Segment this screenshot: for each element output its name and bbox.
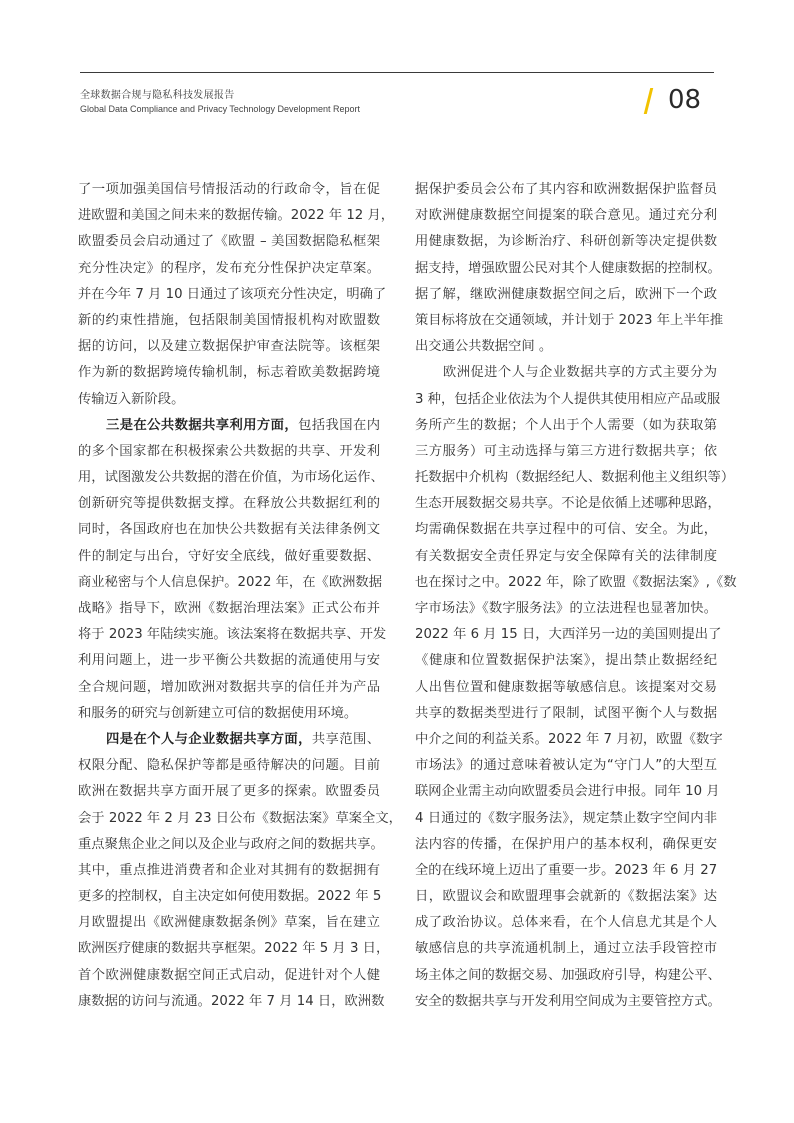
text-line (78, 622, 387, 648)
line-text: 法内容的传播，在保护用户的基本权利，确保更安 (415, 836, 717, 852)
line-text: 包括我国在内 (298, 417, 381, 433)
text-line (78, 203, 395, 229)
line-text: 市场法》的通过意味着被认定为“守门人”的大型互 (415, 758, 717, 774)
line-text: 托数据中介机构（数据经纪人、数据利他主义组织等） (415, 470, 735, 486)
text-line (78, 963, 380, 989)
text-line (415, 989, 721, 1015)
text-line (415, 936, 717, 962)
text-line (78, 360, 380, 386)
text-line (415, 779, 720, 805)
line-text: 全的在线环境上迈出了重要一步。2023 年 6 月 27 (415, 862, 718, 878)
line-text: 充分性决定》的程序，发布充分性保护决定草案。 (78, 260, 380, 276)
text-line (78, 675, 380, 701)
line-text: 场主体之间的数据交易、加强政府引导，构建公平、 (415, 967, 721, 983)
line-text: 新的约束性措施，包括限制美国情报机构对欧盟数 (78, 312, 380, 328)
text-line (78, 256, 380, 282)
text-line (415, 334, 717, 360)
line-text: 和服务的研究与创新建立可信的数据使用环境。 (78, 705, 358, 721)
line-text: 了一项加强美国信号情报活动的行政命令，旨在促 (78, 182, 380, 197)
text-line (415, 570, 737, 596)
line-text: 将于 2023 年陆续实施。该法案将在数据共享、开发 (78, 627, 387, 643)
text-line (78, 439, 380, 465)
text-line (78, 779, 380, 805)
text-line (78, 858, 380, 884)
text-line (78, 308, 380, 334)
line-text: 欧洲促进个人与企业数据共享的方式主要分为 (443, 365, 717, 381)
text-line (415, 596, 717, 622)
line-text: 康数据的访问与流通。2022 年 7 月 14 日，欧洲数 (78, 993, 385, 1009)
line-text: 传输迈入新阶段。 (78, 391, 185, 407)
report-title-en: Global Data Compliance and Privacy Technology Development Report (80, 104, 360, 114)
right-column (415, 177, 737, 1015)
text-line (78, 544, 380, 570)
line-text: 欧洲在数据共享方面开展了更多的探索。欧盟委员 (78, 784, 380, 800)
line-text: 共享范围、 (311, 731, 381, 747)
text-line (415, 832, 717, 858)
text-line (78, 413, 380, 439)
line-text: 3 种，包括企业依法为个人提供其使用相应产品或服 (415, 391, 721, 407)
line-text: 据的访问，以及建立数据保护审查法院等。该框架 (78, 339, 380, 355)
line-text: 有关数据安全责任界定与安全保障有关的法律制度 (415, 548, 717, 564)
text-line (415, 282, 717, 308)
text-line (415, 544, 717, 570)
line-text: 会于 2022 年 2 月 23 日公布《数据法案》草案全文， (78, 810, 402, 826)
text-line (415, 884, 717, 910)
text-line (78, 282, 387, 308)
text-line (415, 963, 721, 989)
line-text: 商业秘密与个人信息保护。2022 年，在《欧洲数据 (78, 574, 383, 590)
text-line (78, 229, 380, 255)
line-text: 重点聚焦企业之间以及企业与政府之间的数据共享。 (78, 836, 384, 852)
text-line (415, 622, 722, 648)
accent-slash-icon (644, 88, 653, 114)
text-line (415, 465, 735, 491)
text-line (78, 177, 380, 203)
line-text: 对欧洲健康数据空间提案的联合意见。通过充分利 (415, 208, 717, 224)
text-line (415, 858, 717, 884)
line-text: 并在今年 7 月 10 日通过了该项充分性决定，明确了 (78, 286, 387, 302)
line-text: 作为新的数据跨境传输机制，标志着欧美数据跨境 (78, 365, 380, 381)
line-text: 件的制定与出台，守好安全底线，做好重要数据、 (78, 548, 380, 564)
left-column (78, 177, 402, 1015)
line-text: 务所产生的数据；个人出于个人需要（如为获取第 (415, 417, 717, 433)
text-line (78, 334, 380, 360)
line-text: 安全的数据共享与开发利用空间成为主要管控方式。 (415, 993, 721, 1009)
line-text: 用健康数据，为诊断治疗、科研创新等决定提供数 (415, 234, 717, 250)
text-line (415, 308, 724, 334)
text-line (78, 701, 380, 727)
text-line (78, 596, 380, 622)
line-text: 生态开展数据交易共享。不论是依循上述哪种思路， (415, 496, 721, 512)
line-text: 全合规问题，增加欧洲对数据共享的信任并为产品 (78, 679, 380, 695)
text-line (415, 177, 717, 203)
report-title-cn: 全球数据合规与隐私科技发展报告 (80, 90, 235, 101)
text-line (78, 806, 402, 832)
line-text: 联网企业需主动向欧盟委员会进行申报。同年 10 月 (415, 784, 720, 800)
line-text: 《健康和位置数据保护法案》，提出禁止数据经纪 (415, 653, 717, 669)
line-text: 中介之间的利益关系。2022 年 7 月初，欧盟《数字 (415, 731, 723, 747)
line-text: 敏感信息的共享流通机制上，通过立法手段管控市 (415, 941, 717, 957)
text-line (415, 727, 723, 753)
line-text: 日，欧盟议会和欧盟理事会就新的《数据法案》达 (415, 889, 717, 905)
text-line (78, 989, 385, 1015)
line-text: 均需确保数据在共享过程中的可信、安全。为此， (415, 522, 717, 538)
line-text: 2022 年 6 月 15 日，大西洋另一边的美国则提出了 (415, 627, 722, 643)
line-text: 创新研究等提供数据支撑。在释放公共数据红利的 (78, 496, 380, 512)
header-rule (80, 72, 714, 73)
line-text: 出交通公共数据空间 。 (415, 339, 553, 355)
text-line (78, 517, 380, 543)
text-line (78, 491, 380, 517)
line-text: 据保护委员会公布了其内容和欧洲数据保护监督员 (415, 182, 717, 197)
line-text: 成了政治协议。总体来看，在个人信息尤其是个人 (415, 915, 717, 931)
line-text: 权限分配、隐私保护等都是亟待解决的问题。目前 (78, 758, 380, 774)
text-line (415, 256, 721, 282)
line-text: 战略》指导下，欧洲《数据治理法案》正式公布并 (78, 601, 380, 616)
line-text: 据支持，增强欧盟公民对其个人健康数据的控制权。 (415, 260, 721, 276)
text-line (78, 648, 380, 674)
line-text: 其中，重点推进消费者和企业对其拥有的数据拥有 (78, 862, 380, 878)
text-line (415, 203, 717, 229)
line-text: 据了解，继欧洲健康数据空间之后，欧洲下一个政 (415, 286, 717, 302)
text-line (78, 387, 380, 413)
line-text: 人出售位置和健康数据等敏感信息。该提案对交易 (415, 679, 717, 695)
line-text: 欧洲医疗健康的数据共享框架。2022 年 5 月 3 日， (78, 941, 390, 957)
line-text: 共享的数据类型进行了限制，试图平衡个人与数据 (415, 705, 717, 721)
text-line (415, 491, 721, 517)
text-line (415, 701, 717, 727)
line-text: 同时，各国政府也在加快公共数据有关法律条例文 (78, 522, 380, 538)
line-text: 用，试图激发公共数据的潜在价值，为市场化运作、 (78, 470, 384, 486)
text-line (415, 675, 717, 701)
line-text: 也在探讨之中。2022 年，除了欧盟《数据法案》,《数 (415, 574, 737, 590)
line-text: 的多个国家都在积极探索公共数据的共享、开发利 (78, 443, 380, 459)
text-line (415, 360, 717, 386)
line-text: 利用问题上，进一步平衡公共数据的流通使用与安 (78, 653, 380, 669)
line-text: 欧盟委员会启动通过了《欧盟 – 美国数据隐私框架 (78, 234, 380, 250)
text-line (78, 936, 390, 962)
line-text: 更多的控制权，自主决定如何使用数据。2022 年 5 (78, 889, 382, 905)
text-line (78, 832, 384, 858)
line-text: 字市场法》《数字服务法》的立法进程也显著加快。 (415, 601, 717, 616)
text-line (415, 439, 717, 465)
line-text: 月欧盟提出《欧洲健康数据条例》草案，旨在建立 (78, 915, 380, 931)
text-line (415, 910, 717, 936)
line-text: 三方服务）可主动选择与第三方进行数据共享；依 (415, 443, 717, 459)
line-text: 4 日通过的《数字服务法》，规定禁止数字空间内非 (415, 810, 717, 826)
page-number: 08 (668, 85, 702, 115)
text-line (415, 517, 717, 543)
text-line (415, 413, 717, 439)
text-line (415, 387, 721, 413)
text-line (78, 753, 380, 779)
line-text: 策目标将放在交通领域，并计划于 2023 年上半年推 (415, 312, 724, 328)
text-line (78, 884, 380, 910)
text-line (78, 910, 380, 936)
text-line (415, 806, 717, 832)
line-text: 进欧盟和美国之间未来的数据传输。2022 年 12 月， (78, 208, 395, 224)
text-line (78, 465, 384, 491)
line-text: 首个欧洲健康数据空间正式启动，促进针对个人健 (78, 967, 380, 983)
text-line (78, 727, 380, 753)
text-line (415, 229, 717, 255)
text-line (415, 648, 717, 674)
bold-lead: 三是在公共数据共享利用方面， (106, 417, 299, 433)
text-line (78, 570, 383, 596)
bold-lead: 四是在个人与企业数据共享方面， (106, 731, 312, 747)
text-line (415, 753, 717, 779)
